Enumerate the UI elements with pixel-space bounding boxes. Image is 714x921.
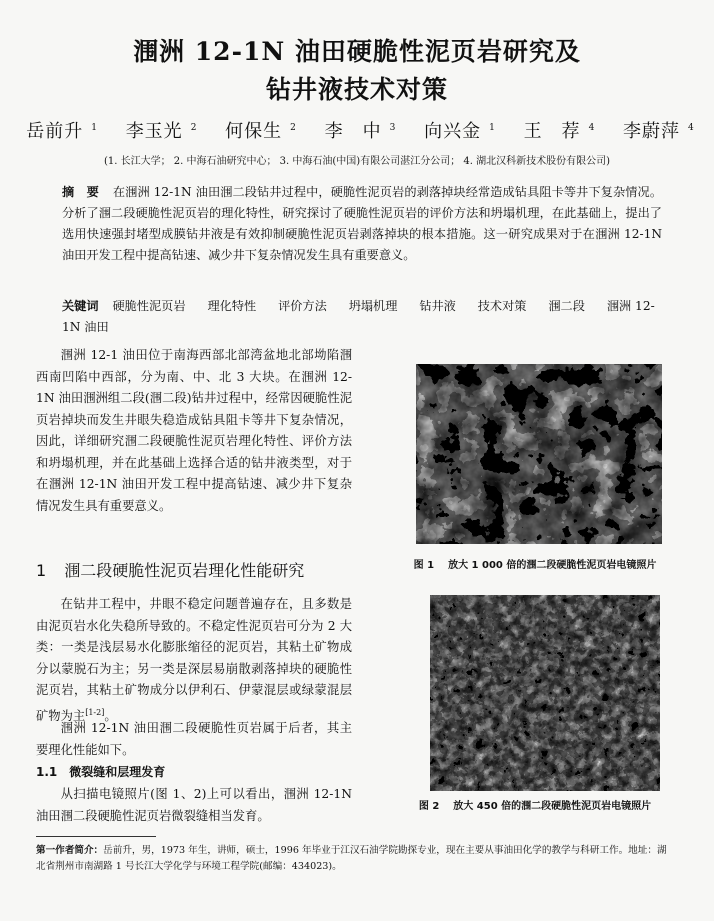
author: 何保生 $^2$ <box>225 121 297 142</box>
keyword: 理化特性 <box>207 299 257 313</box>
paper-title-line2: 钻井液技术对策 <box>265 75 448 104</box>
author-footnote <box>36 843 676 875</box>
abstract-text: 在涠洲 12-1N 油田涠二段钻井过程中，硬脆性泥页岩的剥落掉块经常造成钻具阻卡等井下复杂情况。分析了涠二段硬脆性泥页岩的理化特性，研究探讨了硬脆性泥页岩的评价方法和坍塌机理，在此基础上，提出了选用快速强封堵型成膜钻井液是有效抑制硬脆性泥页岩剥落掉块的根本措施。这一研究成果对于在涠洲 12-1N 油田开发工程中提高钻速、减少井下复杂情况发生具有重要意义。 <box>62 185 663 262</box>
footnote-text: 岳前升，男，1973 年生，讲师，硕士，1996 年毕业于江汉石油学院勘探专业，现在主要从事油田化学的教学与科研工作。地址：湖北省荆州市南湖路 1 号长江大学化学与环境工程学院(邮编：434023)。 <box>36 845 667 872</box>
author: 李 中 $^3$ <box>324 121 397 142</box>
keyword: 硬脆性泥页岩 <box>112 299 186 313</box>
body-paragraph: 涠洲 12-1N 油田涠二段硬脆性页岩属于后者，其主要理化性能如下。 <box>36 721 352 757</box>
keywords <box>62 296 662 338</box>
author: 向兴金 $^1$ <box>424 121 496 142</box>
figure-1-caption: 图 1 放大 1 000 倍的涠二段硬脆性泥页岩电镜照片 <box>413 560 657 571</box>
abstract-label: 摘 要 <box>62 185 103 199</box>
figure-label: 图 1 <box>413 560 435 571</box>
keyword: 坍塌机理 <box>348 299 398 313</box>
keyword: 涠洲 12-1N 油田 <box>62 299 655 334</box>
keywords-label: 关键词 <box>62 299 99 313</box>
author-list <box>0 117 714 143</box>
subsection-heading <box>36 762 352 784</box>
keyword: 钻井液 <box>419 299 456 313</box>
paper-title-line1: 涠洲 12-1N 油田硬脆性泥页岩研究及 <box>133 37 581 66</box>
keyword: 涠二段 <box>548 299 585 313</box>
author: 李蔚萍 $^4$ <box>623 121 695 142</box>
sem-photo-figure-2 <box>430 595 660 791</box>
figure-label: 图 2 <box>418 801 440 812</box>
affiliations: (1. 长江大学； 2. 中海石油研究中心； 3. 中海石油(中国)有限公司湛江分公司； 4. 湖北汉科新技术股份有限公司) <box>103 156 611 167</box>
author: 李玉光 $^2$ <box>125 121 198 142</box>
footnote-label: 第一作者简介： <box>36 845 104 856</box>
keyword: 评价方法 <box>278 299 327 313</box>
abstract <box>62 182 662 266</box>
citation: [1-2] <box>85 707 105 717</box>
section-title: 涠二段硬脆性泥页岩理化性能研究 <box>64 561 305 580</box>
body-paragraph: 从扫描电镜照片(图 1、2)上可以看出，涠洲 12-1N 油田涠二段硬脆性泥页岩微裂缝相当发育。 <box>36 787 352 823</box>
intro-paragraph: 涠洲 12-1 油田位于南海西部北部湾盆地北部坳陷涠西南凹陷中西部，分为南、中、北 3 大块。在涠洲 12-1N 油田涠洲组二段(涠二段)钻井过程中，经常因硬脆性泥页岩掉块而发生井眼失稳造成钻具阻卡等井下复杂情况，因此，详细研究涠二段硬脆性泥页岩理化特性、评价方法和坍塌机理，并在此基础上选择合适的钻井液类型，对于在涠洲 12-1N 油田开发工程中提高钻速、减少井下复杂情况发生具有重要意义。 <box>36 348 352 513</box>
keyword: 技术对策 <box>477 299 527 313</box>
footnote-divider <box>36 836 156 837</box>
subsection-number: 1.1 <box>36 765 58 779</box>
section-heading <box>36 560 352 582</box>
body-paragraph: 在钻井工程中，井眼不稳定问题普遍存在，且多数是由泥页岩水化失稳所导致的。不稳定性泥页岩可分为 2 大类：一类是浅层易水化膨胀缩径的泥页岩，其粘土矿物成分以蒙脱石为主；另一类是深层易崩散剥落掉块的硬脆性泥页岩，其粘土矿物成分以伊利石、伊蒙混层或绿蒙混层矿物为主[1-2]。 <box>36 597 352 723</box>
figure-2-caption: 图 2 放大 450 倍的涠二段硬脆性泥页岩电镜照片 <box>418 801 652 812</box>
section-number: 1 <box>36 561 47 580</box>
author: 王 荐 $^4$ <box>523 121 596 142</box>
sem-photo-figure-1 <box>416 364 662 544</box>
author: 岳前升 $^1$ <box>26 121 98 142</box>
subsection-title: 微裂缝和层理发育 <box>69 765 166 779</box>
